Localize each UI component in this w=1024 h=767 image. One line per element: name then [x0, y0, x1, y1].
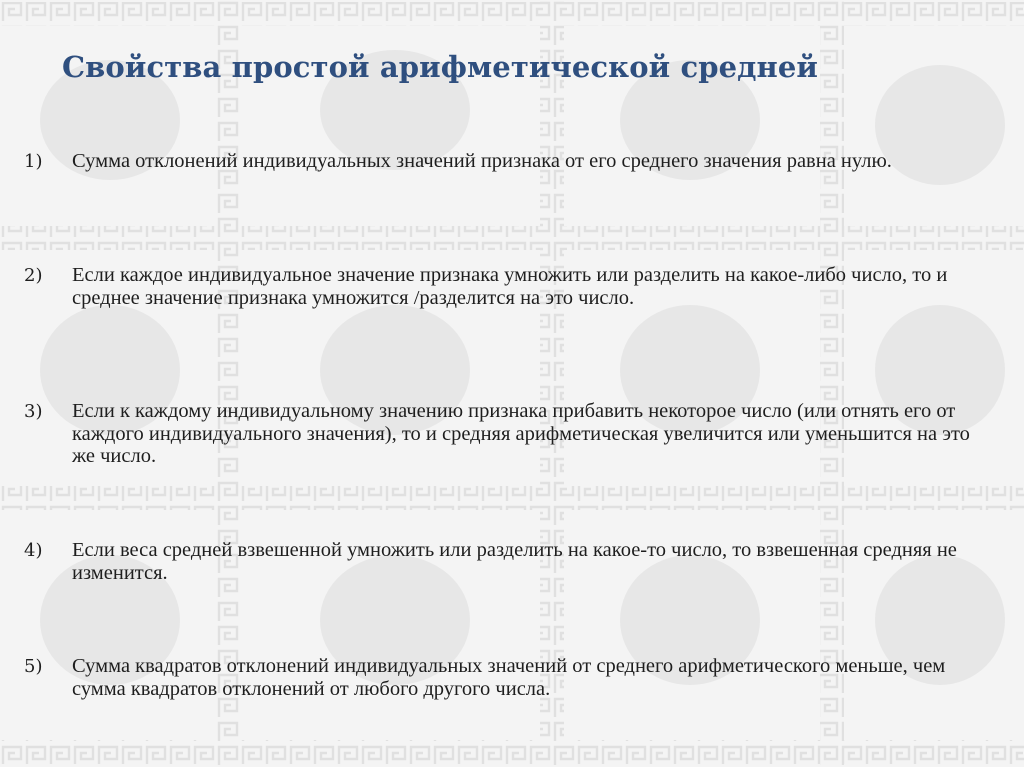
list-item: [24, 150, 1004, 173]
item-text: Сумма отклонений индивидуальных значений признака от его среднего значения равна нулю.: [72, 150, 892, 172]
item-text: Если веса средней взвешенной умножить или разделить на какое-то число, то взвешенная средняя не изменится.: [72, 539, 957, 584]
list-item: [24, 264, 1004, 309]
list-item: [24, 655, 1004, 700]
item-number: 5): [24, 656, 43, 677]
item-number: 4): [24, 540, 43, 561]
item-text: Если каждое индивидуальное значение признака умножить или разделить на какое-либо число, то и среднее значение признака умножится /разделится на это число.: [72, 264, 948, 309]
list-item: [24, 539, 1004, 584]
item-number: 1): [24, 151, 43, 172]
list-item: [24, 400, 1004, 468]
item-text: Сумма квадратов отклонений индивидуальных значений от среднего арифметического меньше, чем сумма квадратов отклонений от любого другого числа.: [72, 655, 946, 700]
item-number: 2): [24, 265, 43, 286]
item-number: 3): [24, 401, 43, 422]
item-text: Если к каждому индивидуальному значению признака прибавить некоторое число (или отнять его от каждого индивидуального значения), то и средняя арифметическая увеличится или уменьшится на это же число.: [72, 400, 970, 467]
slide-title: Свойства простой арифметической средней: [62, 50, 819, 84]
